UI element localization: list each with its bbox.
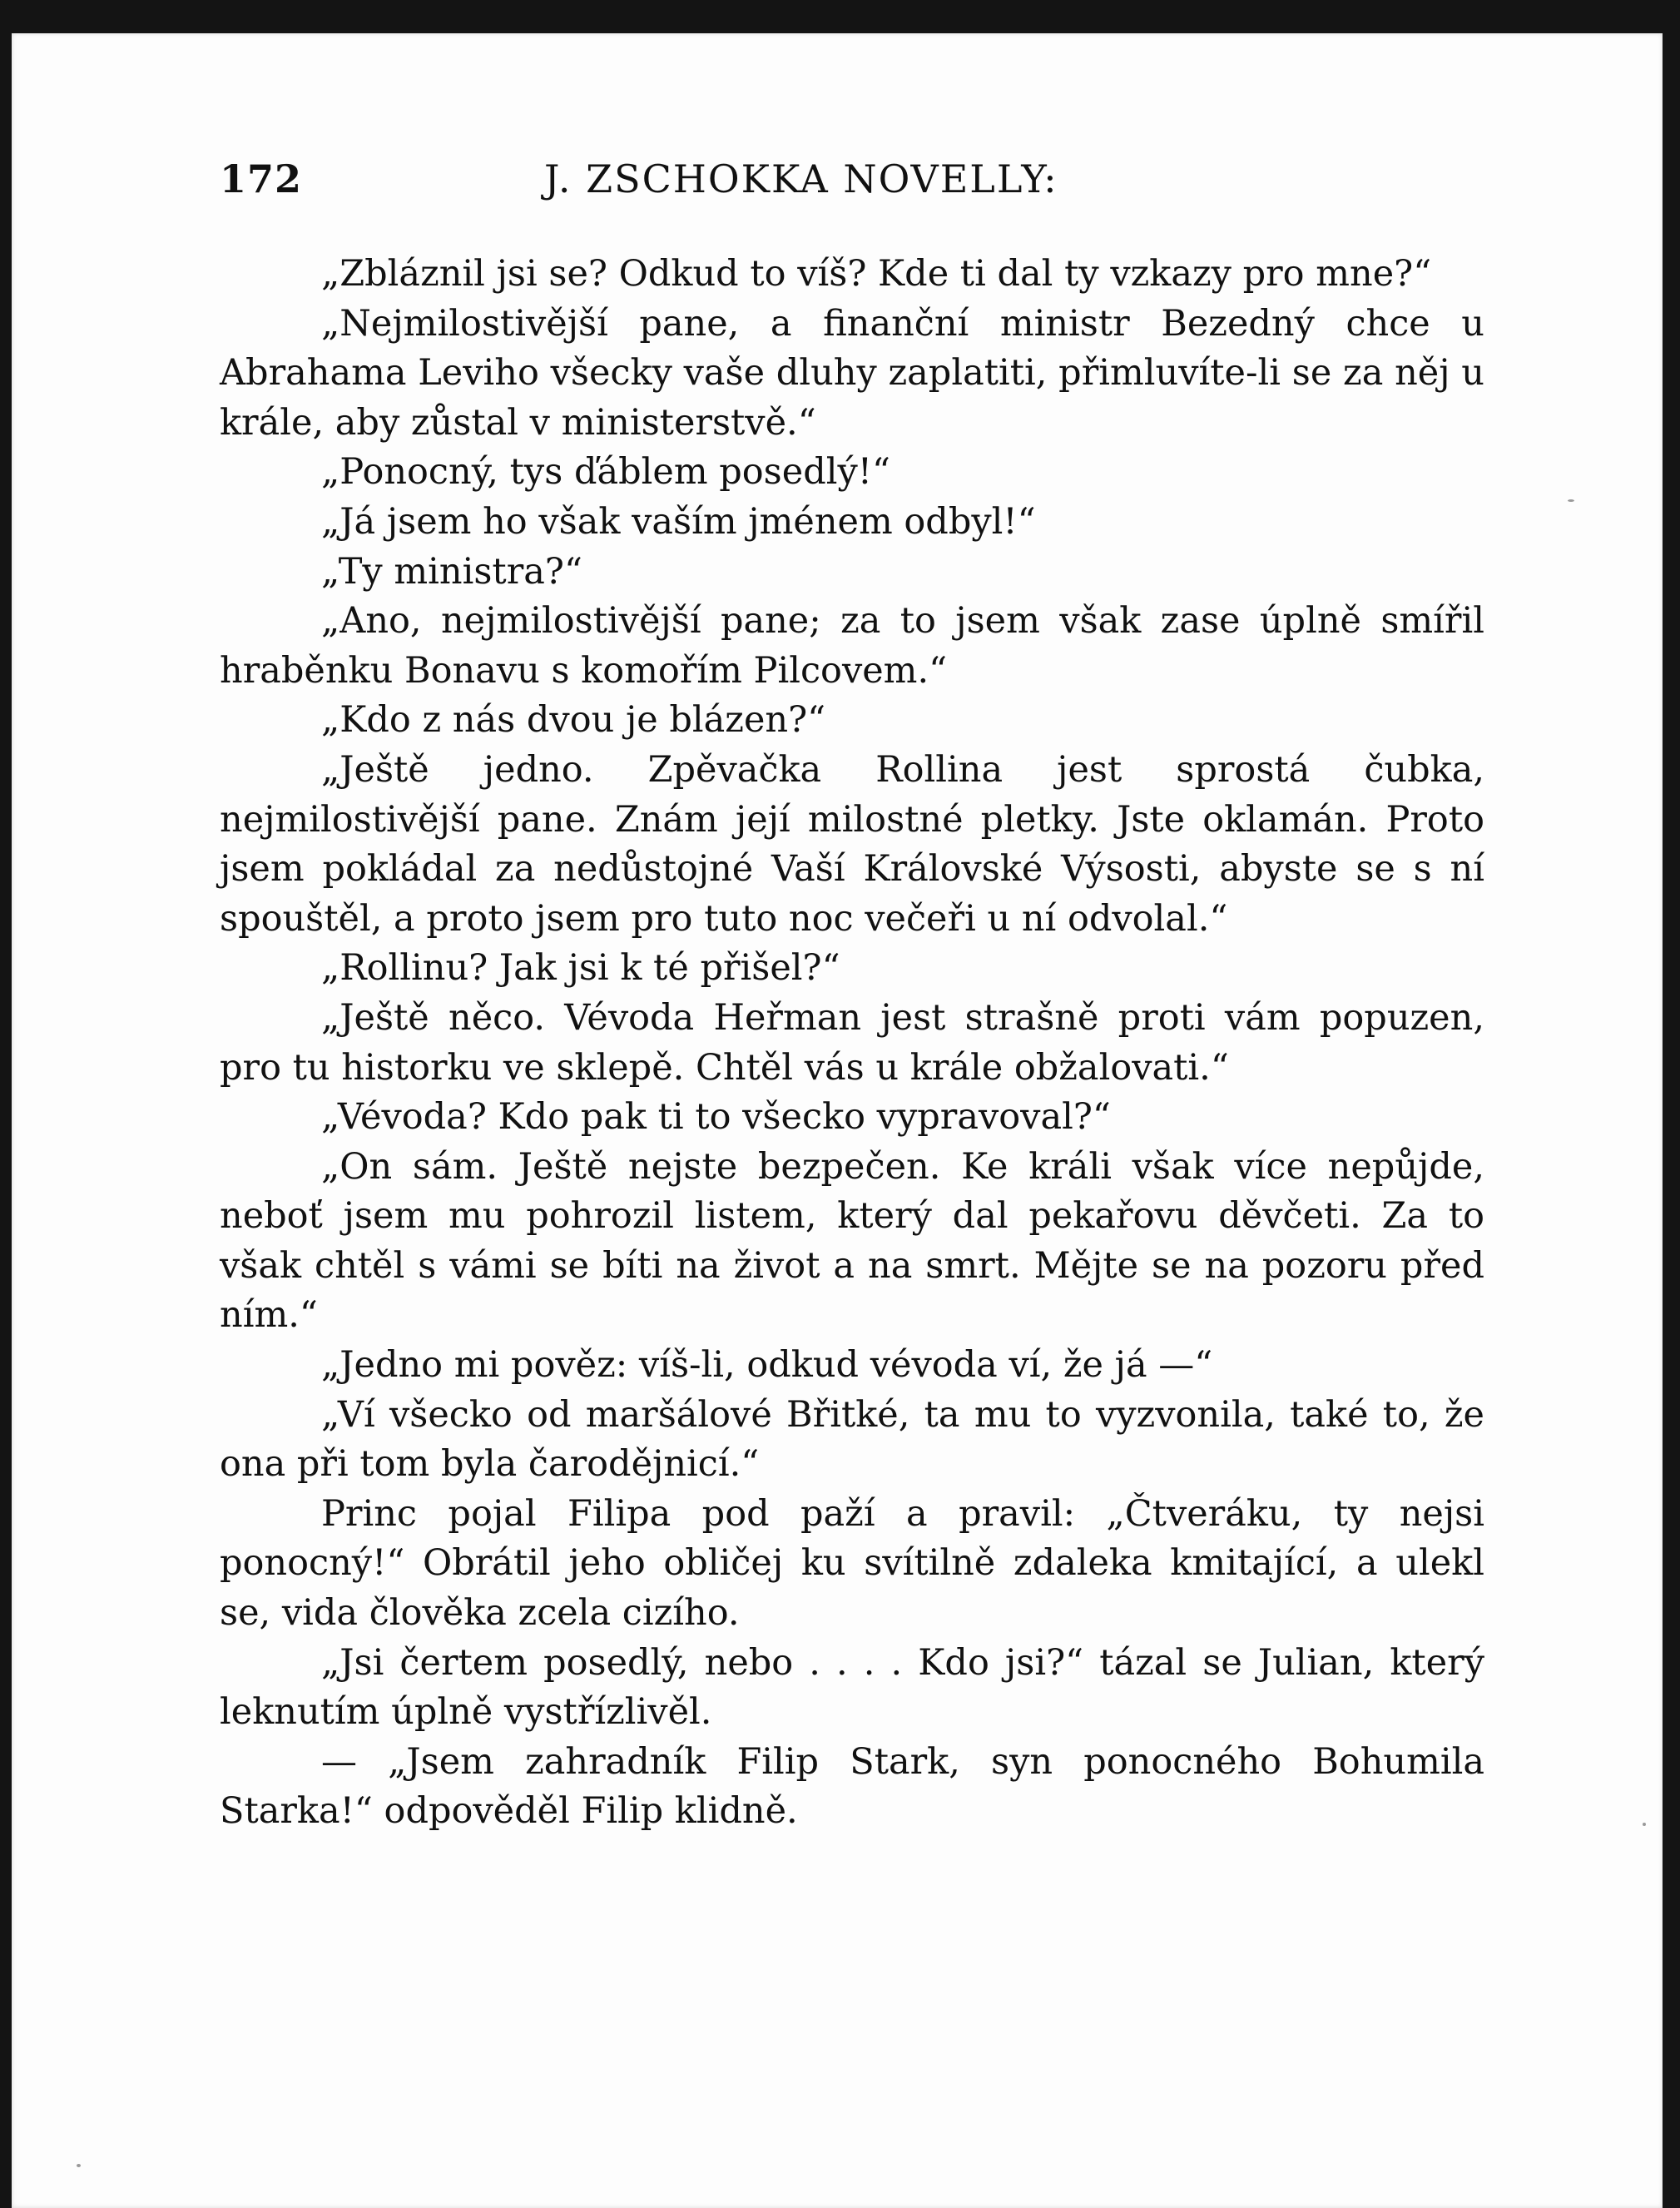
paper-speck bbox=[1568, 499, 1574, 502]
paragraph: „Jsi čertem posedlý, nebo . . . . Kdo jsi?“ tázal se Julian, který leknutím úplně vystřízlivěl. bbox=[220, 1641, 1484, 1734]
running-title: J. ZSCHOKKA NOVELLY: bbox=[544, 156, 1058, 201]
paragraph: „Ponocný, tys ďáblem posedlý!“ bbox=[321, 451, 891, 494]
paragraph: „Já jsem ho však vaším jménem odbyl!“ bbox=[321, 500, 1036, 543]
paragraph: „Ještě jedno. Zpěvačka Rollina jest sprostá čubka, nejmilostivější pane. Znám její milostné pletky. Jste oklamán. Proto jsem pokládal za nedůstojné Vaší Královské Výsosti, abyste se s ní spouštěl, a proto jsem pro tuto noc večeři u ní odvolal.“ bbox=[220, 748, 1484, 940]
paragraph: „Rollinu? Jak jsi k té přišel?“ bbox=[321, 947, 840, 990]
paper-speck bbox=[1643, 1823, 1646, 1826]
paragraph: „On sám. Ještě nejste bezpečen. Ke králi však více nepůjde, neboť jsem mu pohrozil listem, který dal pekařovu děvčeti. Za to však chtěl s vámi se bíti na život a na smrt. Mějte se na pozoru před ním.“ bbox=[220, 1145, 1484, 1337]
paragraph: „Nejmilostivější pane, a finanční ministr Bezedný chce u Abrahama Leviho všecky vaše dluhy zaplatiti, přimluvíte-li se za něj u krále, aby zůstal v ministerstvě.“ bbox=[220, 302, 1484, 444]
paragraph: Princ pojal Filipa pod paží a pravil: „Čtveráku, ty nejsi ponocný!“ Obrátil jeho obličej ku svítilně zdaleka kmitající, a ulekl se, vida člověka zcela cizího. bbox=[220, 1492, 1484, 1635]
paragraph: „Ještě něco. Vévoda Heřman jest strašně proti vám popuzen, pro tu historku ve sklepě. Chtěl vás u krále obžalovati.“ bbox=[220, 996, 1484, 1089]
paper-speck bbox=[77, 2164, 81, 2167]
page-header bbox=[220, 145, 1484, 203]
paragraph: „Vévoda? Kdo pak ti to všecko vypravoval?“ bbox=[321, 1096, 1111, 1139]
paragraph: „Zbláznil jsi se? Odkud to víš? Kde ti dal ty vzkazy pro mne?“ bbox=[321, 253, 1432, 295]
paragraph: „Jedno mi pověz: víš-li, odkud vévoda ví, že já —“ bbox=[321, 1344, 1213, 1387]
body-text bbox=[220, 250, 1484, 1837]
paragraph: „Ví všecko od maršálové Břitké, ta mu to vyzvonila, také to, že ona při tom byla čarodějnicí.“ bbox=[220, 1393, 1484, 1486]
paragraph: — „Jsem zahradník Filip Stark, syn ponocného Bohumila Starka!“ odpověděl Filip klidně. bbox=[220, 1740, 1484, 1833]
paragraph: „Ano, nejmilostivější pane; za to jsem však zase úplně smířil hraběnku Bonavu s komořím Pilcovem.“ bbox=[220, 600, 1484, 692]
paragraph: „Kdo z nás dvou je blázen?“ bbox=[321, 699, 826, 742]
page-number: 172 bbox=[220, 156, 303, 201]
paragraph: „Ty ministra?“ bbox=[321, 550, 582, 593]
